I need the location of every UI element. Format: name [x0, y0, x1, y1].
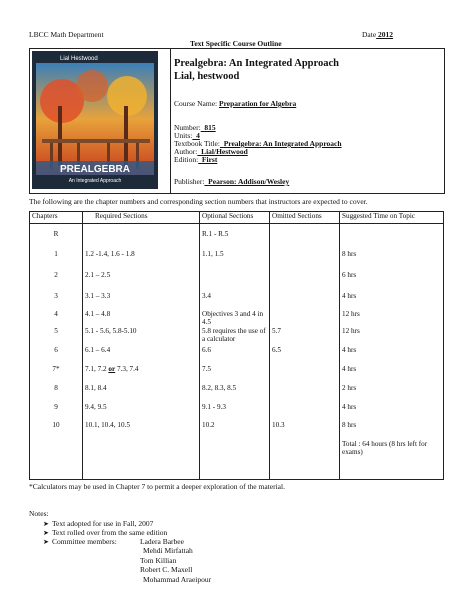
course-units: 4 — [196, 131, 200, 140]
textbook-line: Textbook Title: Prealgebra: An Integrated Approach — [174, 139, 342, 148]
book-cover-image — [32, 51, 158, 189]
note-item: ➤ Text adopted for use in Fall, 2007 — [43, 519, 154, 528]
table-row: 8 8.1, 8.4 8.2, 8.3, 8.5 2 hrs — [30, 384, 444, 403]
book-authors: Lial, hestwood — [174, 71, 240, 82]
total-hours: Total : 64 hours (8 hrs left for exams) — [340, 440, 444, 480]
committee-member: Robert C. Maxell — [140, 565, 193, 574]
chapter-table — [29, 211, 444, 480]
edition-line: Edition: First — [174, 155, 218, 164]
publisher: Pearson: Addison/Wesley — [208, 177, 290, 186]
table-row: 7* 7.1, 7.2 or 7.3, 7.4 7.5 4 hrs — [30, 365, 444, 384]
committee-member: Ladera Barbee — [140, 537, 184, 546]
committee-member: Mehdi Mirfattah — [143, 546, 193, 555]
cover-authors: Lial Hestwood — [60, 56, 98, 62]
department-name: LBCC Math Department — [29, 30, 104, 39]
table-total-row — [30, 440, 444, 480]
table-row: 3 3.1 – 3.3 3.4 4 hrs — [30, 292, 444, 310]
textbook-author: Lial/Hestwood — [201, 147, 248, 156]
table-row: 2 2.1 – 2.5 6 hrs — [30, 271, 444, 292]
table-row: 9 9.4, 9.5 9.1 - 9.3 4 hrs — [30, 403, 444, 421]
outline-title: Text Specific Course Outline — [190, 39, 282, 48]
table-row: 5 5.1 - 5.6, 5.8-5.10 5.8 requires the use of a calculator 5.7 12 hrs — [30, 327, 444, 346]
table-row: 6 6.1 – 6.4 6.6 6.5 4 hrs — [30, 346, 444, 365]
notes-label: Notes: — [29, 509, 49, 518]
table-header-row — [30, 212, 444, 224]
course-details — [170, 49, 441, 193]
course-name: Preparation for Algebra — [219, 99, 297, 108]
arrow-bullet-icon: ➤ — [43, 520, 49, 528]
note-item: ➤ Committee members: — [43, 537, 117, 546]
or-emphasis: or — [108, 364, 116, 373]
course-info-box — [29, 48, 445, 194]
intro-text: The following are the chapter numbers and corresponding section numbers that instructors are expected to cover. — [29, 197, 368, 206]
committee-member: Mohammad Araeipour — [143, 575, 212, 584]
number-line: Number: 815 — [174, 123, 216, 132]
table-row: 1 1.2 -1.4, 1.6 - 1.8 1.1, 1.5 8 hrs — [30, 250, 444, 271]
course-name-line: Course Name: Preparation for Algebra — [174, 99, 297, 108]
textbook-title: Prealgebra: An Integrated Approach — [223, 139, 342, 148]
table-row: 10 10.1, 10.4, 10.5 10.2 10.3 8 hrs — [30, 421, 444, 440]
arrow-bullet-icon: ➤ — [43, 538, 49, 546]
header-omitted: Omitted Sections — [270, 212, 340, 224]
date-label: Date — [362, 30, 377, 39]
header-optional: Optional Sections — [200, 212, 270, 224]
cover-subtitle: An Integrated Approach — [68, 178, 122, 184]
header-time: Suggested Time on Topic — [340, 212, 444, 224]
book-title-block — [174, 57, 339, 83]
calculator-note: *Calculators may be used in Chapter 7 to permit a deeper exploration of the material. — [29, 482, 285, 491]
cover-title: PREALGEBRA — [59, 164, 131, 175]
arrow-bullet-icon: ➤ — [43, 529, 49, 537]
header-chapters: Chapters — [30, 212, 83, 224]
table-row: R R.1 - R.5 — [30, 224, 444, 250]
book-title: Prealgebra: An Integrated Approach — [174, 58, 339, 69]
textbook-edition: First — [201, 155, 218, 164]
units-line: Units: 4 — [174, 131, 200, 140]
table-row: 4 4.1 – 4.8 Objectives 3 and 4 in 4.5 12 hrs — [30, 310, 444, 327]
date-value: 2012 — [378, 30, 394, 39]
date-line — [362, 30, 393, 39]
author-line: Author: Lial/Hestwood — [174, 147, 248, 156]
course-number: 815 — [204, 123, 216, 132]
header-required: Required Sections — [83, 212, 200, 224]
note-item: ➤ Text rolled over from the same edition — [43, 528, 168, 537]
committee-member: Tom Killian — [140, 556, 177, 565]
publisher-line: Publisher: Pearson: Addison/Wesley — [174, 177, 290, 186]
